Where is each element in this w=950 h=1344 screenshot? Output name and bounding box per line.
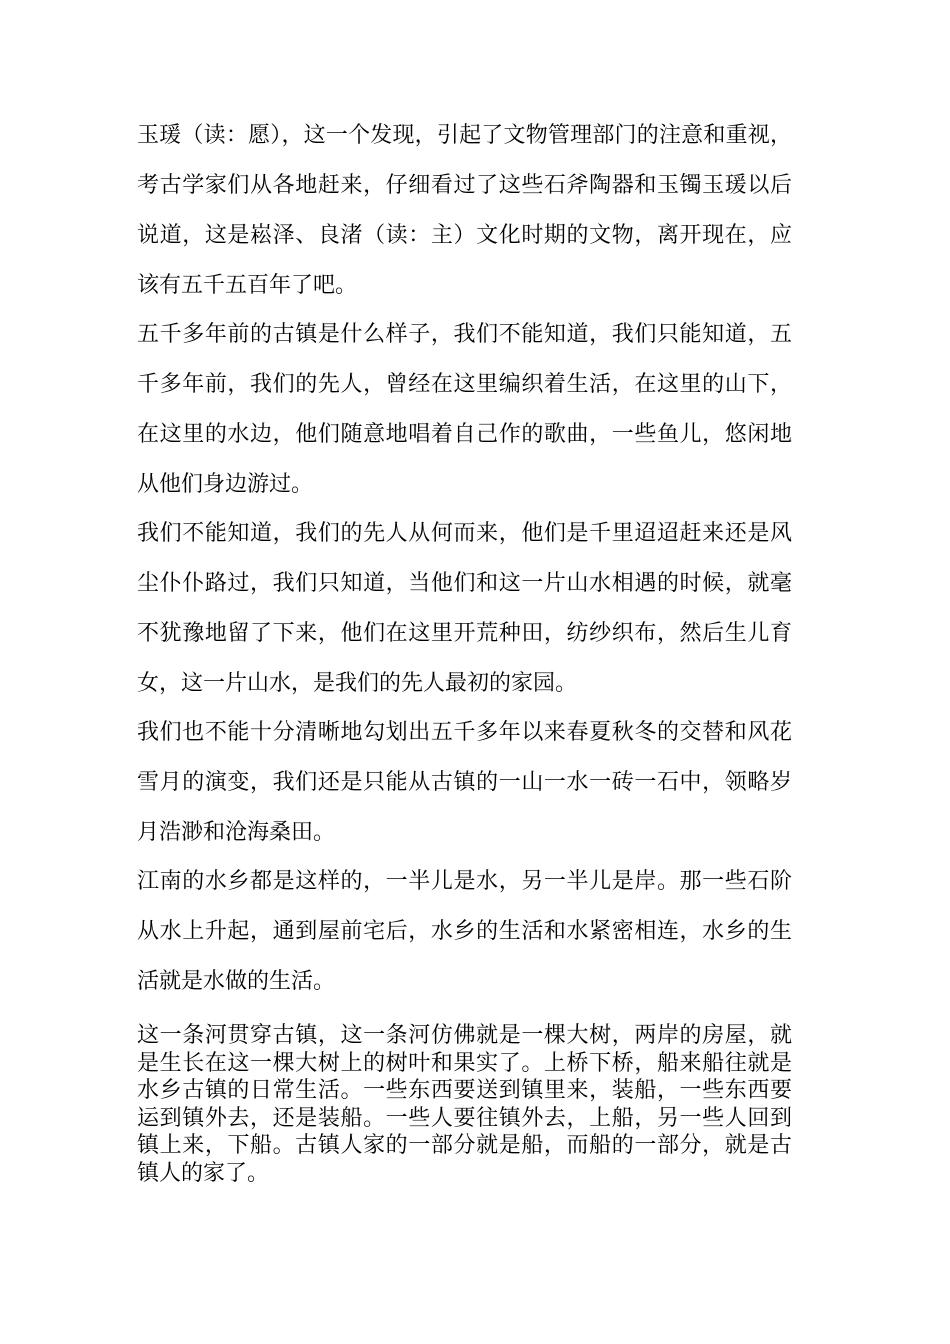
paragraph-5: 江南的水乡都是这样的，一半儿是水，另一半儿是岸。那一些石阶从水上升起，通到屋前宅后，水乡的生活和水紧密相连，水乡的生活就是水做的生活。 — [137, 869, 792, 994]
paragraph-4: 我们也不能十分清晰地勾划出五千多年以来春夏秋冬的交替和风花雪月的演变，我们还是只能从古镇的一山一水一砖一石中，领略岁月浩渺和沧海桑田。 — [137, 720, 792, 845]
paragraph-6: 这一条河贯穿古镇，这一条河仿佛就是一棵大树，两岸的房屋，就是生长在这一棵大树上的树叶和果实了。上桥下桥，船来船往就是水乡古镇的日常生活。一些东西要送到镇里来，装船，一些东西要运到镇外去，还是装船。一些人要往镇外去，上船，另一些人回到镇上来，下船。古镇人家的一部分就是船，而船的一部分，就是古镇人的家了。 — [137, 1023, 792, 1186]
paragraph-1: 玉瑗（读：愿），这一个发现，引起了文物管理部门的注意和重视，考古学家们从各地赶来，仔细看过了这些石斧陶器和玉镯玉瑗以后说道，这是崧泽、良渚（读：主）文化时期的文物，离开现在，应该有五千五百年了吧。 — [137, 123, 792, 298]
paragraph-3: 我们不能知道，我们的先人从何而来，他们是千里迢迢赶来还是风尘仆仆路过，我们只知道，当他们和这一片山水相遇的时候，就毫不犹豫地留了下来，他们在这里开荒种田，纺纱织布，然后生儿育女，这一片山水，是我们的先人最初的家园。 — [137, 521, 792, 696]
paragraph-2: 五千多年前的古镇是什么样子，我们不能知道，我们只能知道，五千多年前，我们的先人，曾经在这里编织着生活，在这里的山下，在这里的水边，他们随意地唱着自己作的歌曲，一些鱼儿，悠闲地从他们身边游过。 — [137, 322, 792, 497]
